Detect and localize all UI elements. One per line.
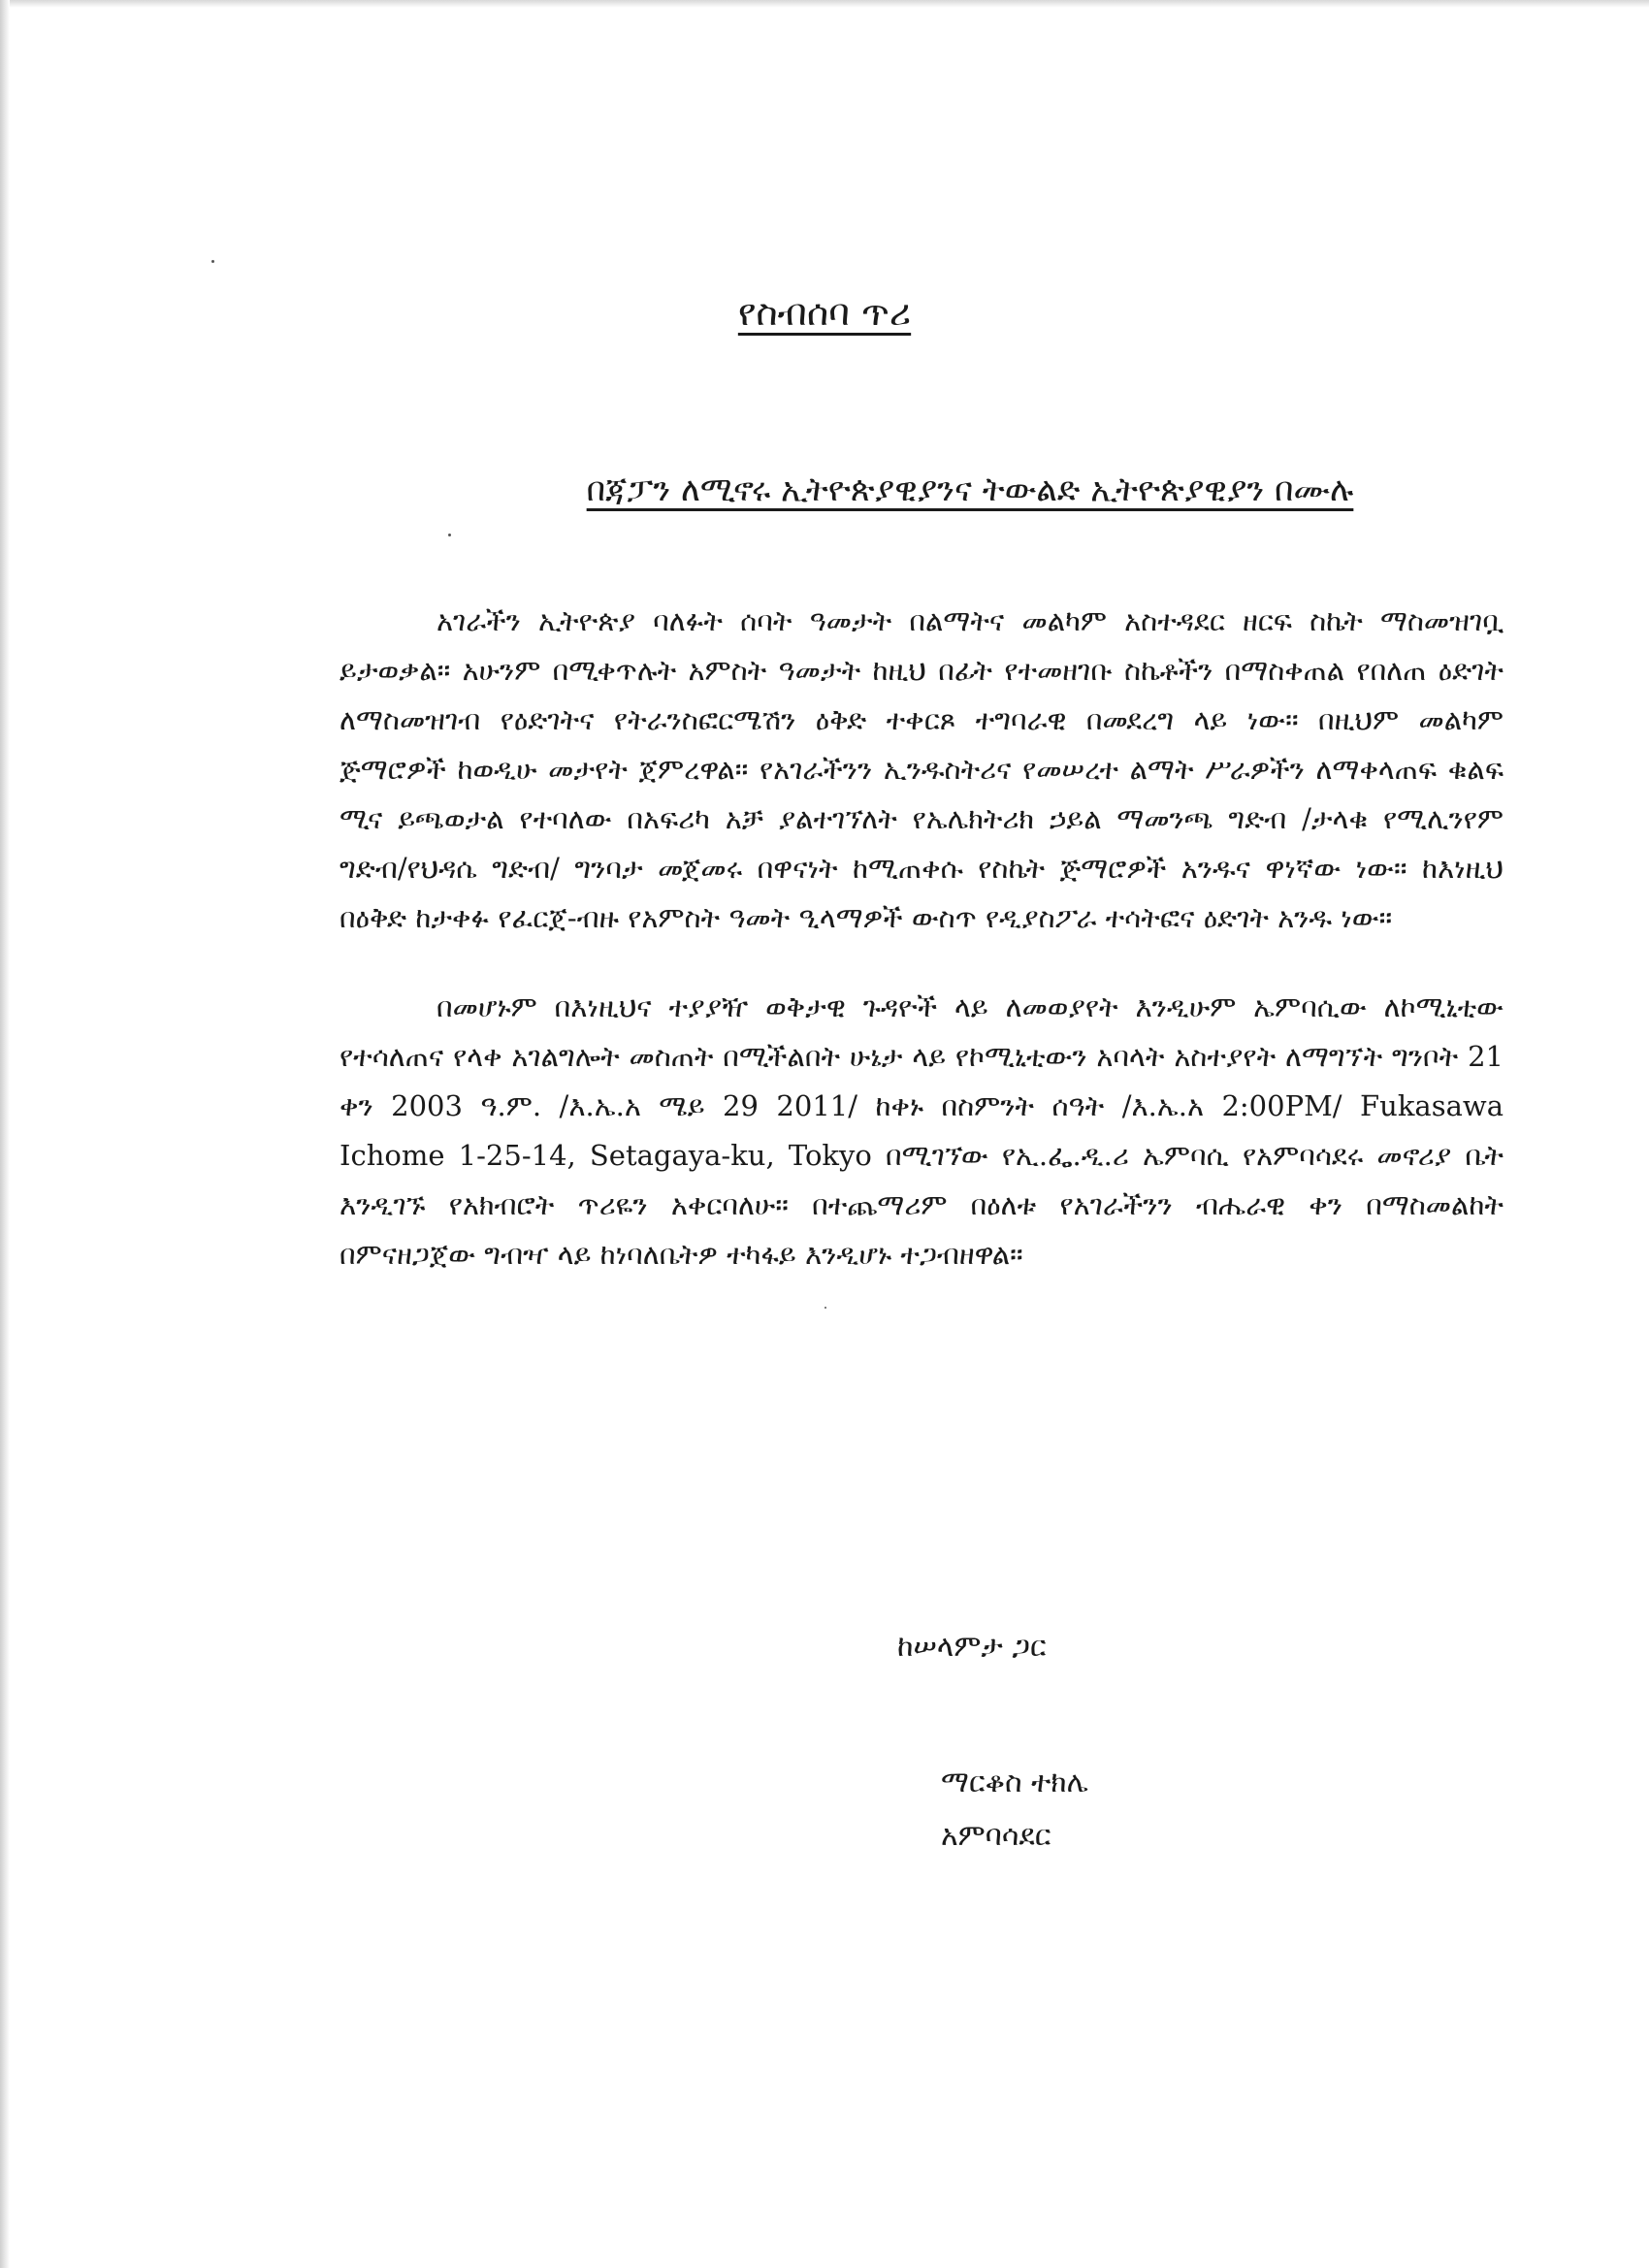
scan-edge-top [0, 0, 1649, 8]
scan-edge-left [0, 0, 10, 2268]
scan-speck [448, 534, 451, 536]
document-addressee: በጃፓን ለሚኖሩ ኢትዮጵያዊያንና ትውልድ ኢትዮጵያዊያን በሙሉ [586, 470, 1354, 509]
closing-salutation: ከሠላምታ ጋር [897, 1630, 1047, 1664]
signer-name: ማርቆስ ተክሌ [941, 1766, 1088, 1799]
signer-title: አምባሳደር [941, 1819, 1051, 1853]
scan-speck [211, 260, 214, 263]
body-paragraph-1: አገራችን ኢትዮጵያ ባለፉት ሰባት ዓመታት በልማትና መልካም አስተዳደር ዘርፍ ስኬት ማስመዝገቧ ይታወቃል። አሁንም በሚቀጥሉት አምስት ዓመታት ከዚህ በፊት የተመዘገቡ ስኬቶችን በማስቀጠል የበለጠ ዕድገት ለማስመዝገብ የዕድገትና የትራንስፎርሜሽን ዕቅድ ተቀርጾ ተግባራዊ በመደረግ ላይ ነው። በዚህም መልካም ጅማሮዎች ከወዲሁ መታየት ጀምረዋል። የአገራችንን ኢንዱስትሪና የመሠረተ ልማት ሥራዎችን ለማቀላጠፍ ቁልፍ ሚና ይጫወታል የተባለው በአፍሪካ አቻ ያልተገኘለት የኤሌክትሪክ ኃይል ማመንጫ ግድብ /ታላቁ የሚሊንየም ግድብ/የህዳሴ ግድብ/ ግንባታ መጀመሩ በዋናነት ከሚጠቀሱ የስኬት ጅማሮዎች አንዱና ዋነኛው ነው። ከእነዚህ በዕቅድ ከታቀፉ የፈርጀ-ብዙ የአምስት ዓመት ዒላማዎች ውስጥ የዲያስፖራ ተሳትፎና ዕድገት አንዱ ነው። [340, 604, 1504, 934]
document-title: የስብሰባ ጥሪ [737, 291, 912, 334]
document-body [340, 597, 1504, 1319]
body-paragraph-2: በመሆኑም በእነዚህና ተያያዥ ወቅታዊ ጉዳዮች ላይ ለመወያየት እንዲሁም ኤምባሲው ለኮሚኒቲው የተሳለጠና የላቀ አገልግሎት መስጠት በሚችልበት ሁኔታ ላይ የኮሚኒቲውን አባላት አስተያየት ለማግኘት ግንቦት 21 ቀን 2003 ዓ.ም. /እ.ኤ.አ ሜይ 29 2011/ ከቀኑ በስምንት ሰዓት /እ.ኤ.አ 2:00PM/ Fukasawa Ichome 1-25-14, Setagaya-ku, Tokyo በሚገኘው የኢ.ፌ.ዲ.ሪ ኤምባሲ የአምባሳደሩ መኖሪያ ቤት እንዲገኙ የአክብሮት ጥሪዬን አቀርባለሁ። በተጨማሪም በዕለቱ የአገራችንን ብሔራዊ ቀን በማስመልከት በምናዘጋጀው ግብዣ ላይ ከነባለቤትዎ ተካፋይ እንዲሆኑ ተጋብዘዋል። [340, 990, 1504, 1271]
